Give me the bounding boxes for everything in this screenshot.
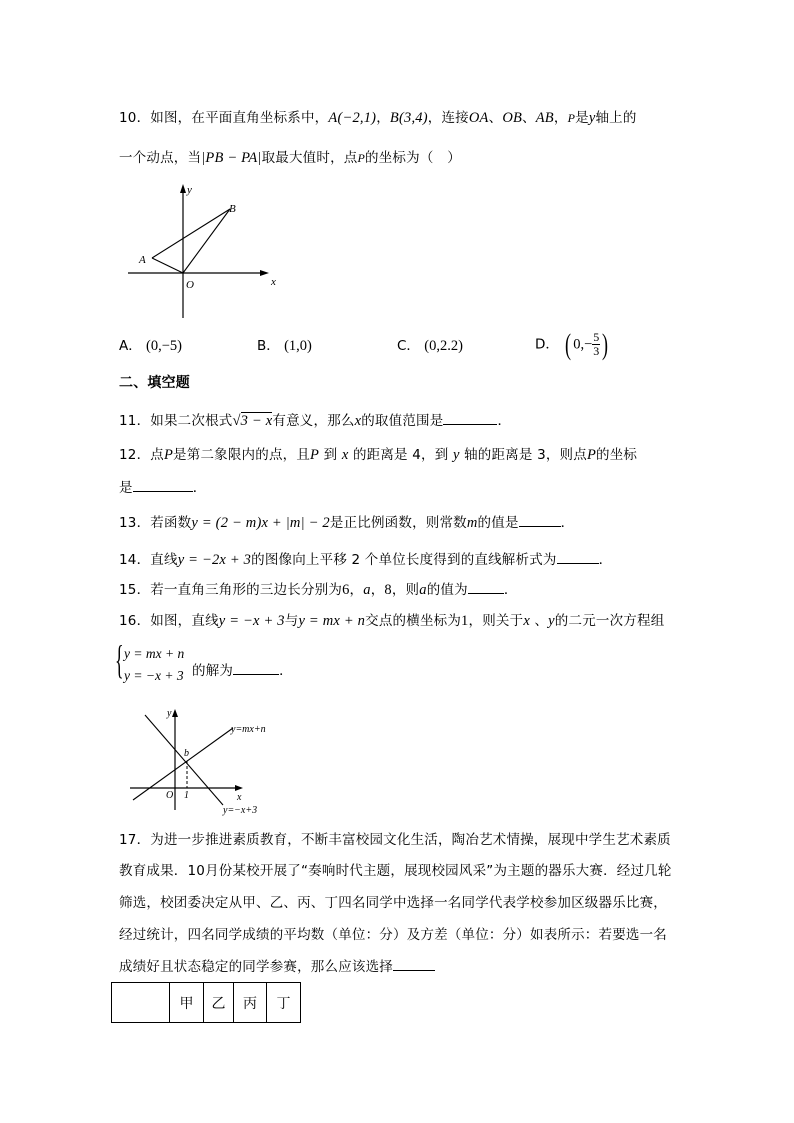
question-number: 15． (119, 582, 151, 598)
q13-text: 若函数 (150, 515, 192, 531)
q17-line3: 筛选，校团委决定从甲、乙、丙、丁四名同学中选择一名同学代表学校参加区级器乐比赛， (119, 895, 667, 911)
question-number: 10． (119, 110, 151, 126)
abs-expression: |PB − PA| (201, 150, 262, 166)
q12-line1 (119, 445, 637, 465)
question-number: 11． (119, 413, 151, 429)
punct: ． (598, 552, 613, 568)
line1-label: y=mx+n (231, 724, 266, 735)
punct: ． (560, 515, 575, 531)
q17-line2: 教育成果．10月份某校开展了“奏响时代主题，展现校园风采”为主题的器乐大赛．经过几轮 (119, 863, 672, 879)
point-b-coord: B(3,4) (389, 110, 428, 126)
q10-text: 取最大值时，点 (261, 150, 358, 166)
fraction (592, 331, 600, 358)
q15 (119, 579, 518, 600)
fraction-denominator: 3 (593, 344, 600, 358)
punct: ． (192, 480, 207, 496)
y-label: y (187, 184, 192, 196)
point-a-label: A (139, 254, 146, 266)
q13-text: 是正比例函数，则常数 (329, 515, 467, 531)
option-d[interactable] (535, 327, 610, 361)
punct: 、 (522, 110, 536, 126)
origin-label: O (186, 279, 194, 291)
option-label: B． (257, 338, 280, 354)
side-value: 6 (342, 582, 350, 598)
table-header-cell (112, 983, 170, 1023)
q11-text: 如果二次根式 (150, 413, 233, 429)
answer-blank[interactable] (519, 512, 561, 527)
q12-text: 是 (119, 480, 133, 496)
side-value: a (363, 582, 371, 598)
question-number: 16． (119, 613, 151, 629)
origin-label: O (166, 790, 174, 801)
line-expression: y = −x + 3 (218, 613, 285, 629)
q10-text: 如图，在平面直角坐标系中， (150, 110, 329, 126)
q11-text: 的取值范围是 (361, 413, 444, 429)
punct: ． (503, 582, 518, 598)
question-number: 14． (119, 552, 151, 568)
punct: ， (553, 110, 568, 126)
var-a: a (419, 582, 427, 598)
option-c[interactable] (397, 336, 463, 356)
q16 (119, 611, 664, 631)
var-p: P (567, 111, 576, 125)
q13 (119, 512, 574, 533)
table-header-cell: 丙 (234, 983, 267, 1023)
var-y: y (548, 613, 555, 629)
line-mx-plus-n (133, 728, 233, 800)
segment-oa-line (152, 258, 183, 273)
q17-line5 (119, 956, 435, 977)
var-m: m (466, 515, 478, 531)
q14 (119, 549, 612, 570)
side-value: 8 (384, 582, 392, 598)
option-value: (0,2.2) (424, 338, 463, 354)
q10-text: 是 (575, 110, 589, 126)
answer-blank[interactable] (133, 477, 193, 492)
var-p: P (357, 151, 366, 165)
answer-blank[interactable] (233, 660, 279, 675)
q14-text: 的图像向上平移 2 个单位长度得到的直线解析式为 (251, 552, 557, 568)
var-p: P (586, 447, 597, 463)
paren: ( (565, 327, 572, 361)
q10-text: 的坐标为（ ） (365, 150, 461, 166)
x-label: x (237, 792, 242, 803)
radicand: 3 − x (240, 413, 273, 429)
q10-text: 一个动点，当 (119, 150, 202, 166)
answer-blank[interactable] (443, 410, 497, 425)
q16-text: 与 (284, 613, 299, 629)
x-label: x (271, 276, 276, 288)
q17-line4: 经过统计，四名同学成绩的平均数（单位：分）及方差（单位：分）如表所示：若要选一名 (119, 927, 667, 943)
equation-2: y = −x + 3 (124, 668, 184, 683)
punct: ， (349, 582, 364, 598)
q10-line1 (119, 108, 637, 128)
tick-label-1: 1 (184, 790, 189, 801)
segment-ab-line (152, 209, 230, 258)
x-axis-arrow-icon (260, 270, 269, 276)
var-p: P (310, 447, 320, 463)
line2-label: y=−x+3 (223, 805, 258, 816)
question-number: 13． (119, 515, 151, 531)
q15-text: ，则 (391, 582, 420, 598)
var-p: P (163, 447, 174, 463)
punct: ． (497, 413, 512, 429)
answer-blank[interactable] (393, 956, 435, 971)
b-label: b (184, 748, 189, 759)
q15-text: 若一直角三角形的三边长分别为 (150, 582, 343, 598)
q11 (119, 410, 511, 431)
q13-text: 的值是 (477, 515, 519, 531)
option-b[interactable] (257, 336, 312, 356)
q12-text: 的距离是 4，到 (352, 447, 449, 463)
q16-tail (192, 660, 293, 681)
var-x: x (341, 447, 349, 463)
segment-ab: AB (535, 110, 554, 126)
fraction-numerator: 5 (593, 330, 600, 344)
q10-text: 轴上的 (595, 110, 637, 126)
point-b-label: B (229, 203, 236, 215)
x-axis-arrow-icon (235, 785, 243, 791)
y-axis-arrow-icon (172, 709, 178, 717)
q10-text: ，连接 (427, 110, 469, 126)
x-value: 1 (461, 613, 469, 629)
question-number: 12． (119, 447, 151, 463)
q16-text: 如图，直线 (150, 613, 219, 629)
q16-text: 的解为 (192, 663, 234, 679)
y-axis-arrow-icon (180, 184, 186, 193)
q12-text: 的坐标 (596, 447, 638, 463)
var-y: y (588, 110, 596, 126)
punct: 、 (534, 613, 549, 629)
q12-text: 到 (323, 447, 338, 463)
q11-text: 有意义，那么 (272, 413, 355, 429)
point-a-coord: A(−2,1) (328, 110, 377, 126)
table-header-cell: 丁 (267, 983, 301, 1023)
q16-text: 的二元一次方程组 (554, 613, 665, 629)
option-value: (0,−5) (146, 338, 183, 354)
q12-text: 是第二象限内的点，且 (173, 447, 311, 463)
q12-line2 (119, 477, 206, 498)
q16-text: ，则关于 (468, 613, 524, 629)
option-a[interactable] (119, 336, 182, 356)
brace-icon: { (115, 637, 124, 682)
answer-blank[interactable] (468, 579, 504, 594)
option-label: D． (535, 336, 559, 353)
q14-text: 直线 (150, 552, 178, 568)
table-header-cell: 甲 (170, 983, 204, 1023)
option-value: (1,0) (284, 338, 312, 354)
table-header-row (112, 983, 301, 1023)
q16-line-figure (125, 700, 285, 818)
segment-ob: OB (502, 110, 523, 126)
equation-1: y = mx + n (124, 646, 185, 661)
question-number: 17． (119, 832, 151, 848)
q15-text: 的值为 (426, 582, 468, 598)
score-table (111, 982, 301, 1023)
option-value: 0,− (573, 336, 593, 353)
sqrt-symbol: √ (232, 413, 241, 429)
punct: 、 (488, 110, 503, 126)
var-x: x (354, 413, 362, 429)
line-expression: y = mx + n (298, 613, 366, 629)
table-header-cell: 乙 (204, 983, 234, 1023)
q10-line2 (119, 148, 461, 168)
option-label: C． (397, 338, 420, 354)
segment-ob-line (183, 209, 230, 273)
line-expression: y = −2x + 3 (177, 552, 252, 568)
q12-text: 轴的距离是 3，则点 (464, 447, 587, 463)
function-expression: y = (2 − m)x + |m| − 2 (191, 515, 330, 531)
q17-text: 为进一步推进素质教育，不断丰富校园文化生活，陶冶艺术情操，展现中学生艺术素质 (150, 832, 671, 848)
segment-oa: OA (468, 110, 489, 126)
punct: ， (376, 110, 390, 126)
q10-coordinate-figure (120, 178, 290, 328)
q17-line1 (119, 830, 671, 850)
var-x: x (523, 613, 530, 629)
var-y: y (452, 447, 460, 463)
y-label: y (167, 708, 172, 719)
punct: ． (279, 663, 293, 679)
paren: ) (602, 327, 609, 361)
punct: ， (370, 582, 385, 598)
q16-text: 交点的横坐标为 (365, 613, 462, 629)
answer-blank[interactable] (557, 549, 599, 564)
option-label: A． (119, 338, 142, 354)
section-heading: 二、填空题 (119, 375, 190, 391)
q12-text: 点 (150, 447, 164, 463)
q17-text: 成绩好且状态稳定的同学参赛，那么应该选择 (119, 959, 393, 975)
